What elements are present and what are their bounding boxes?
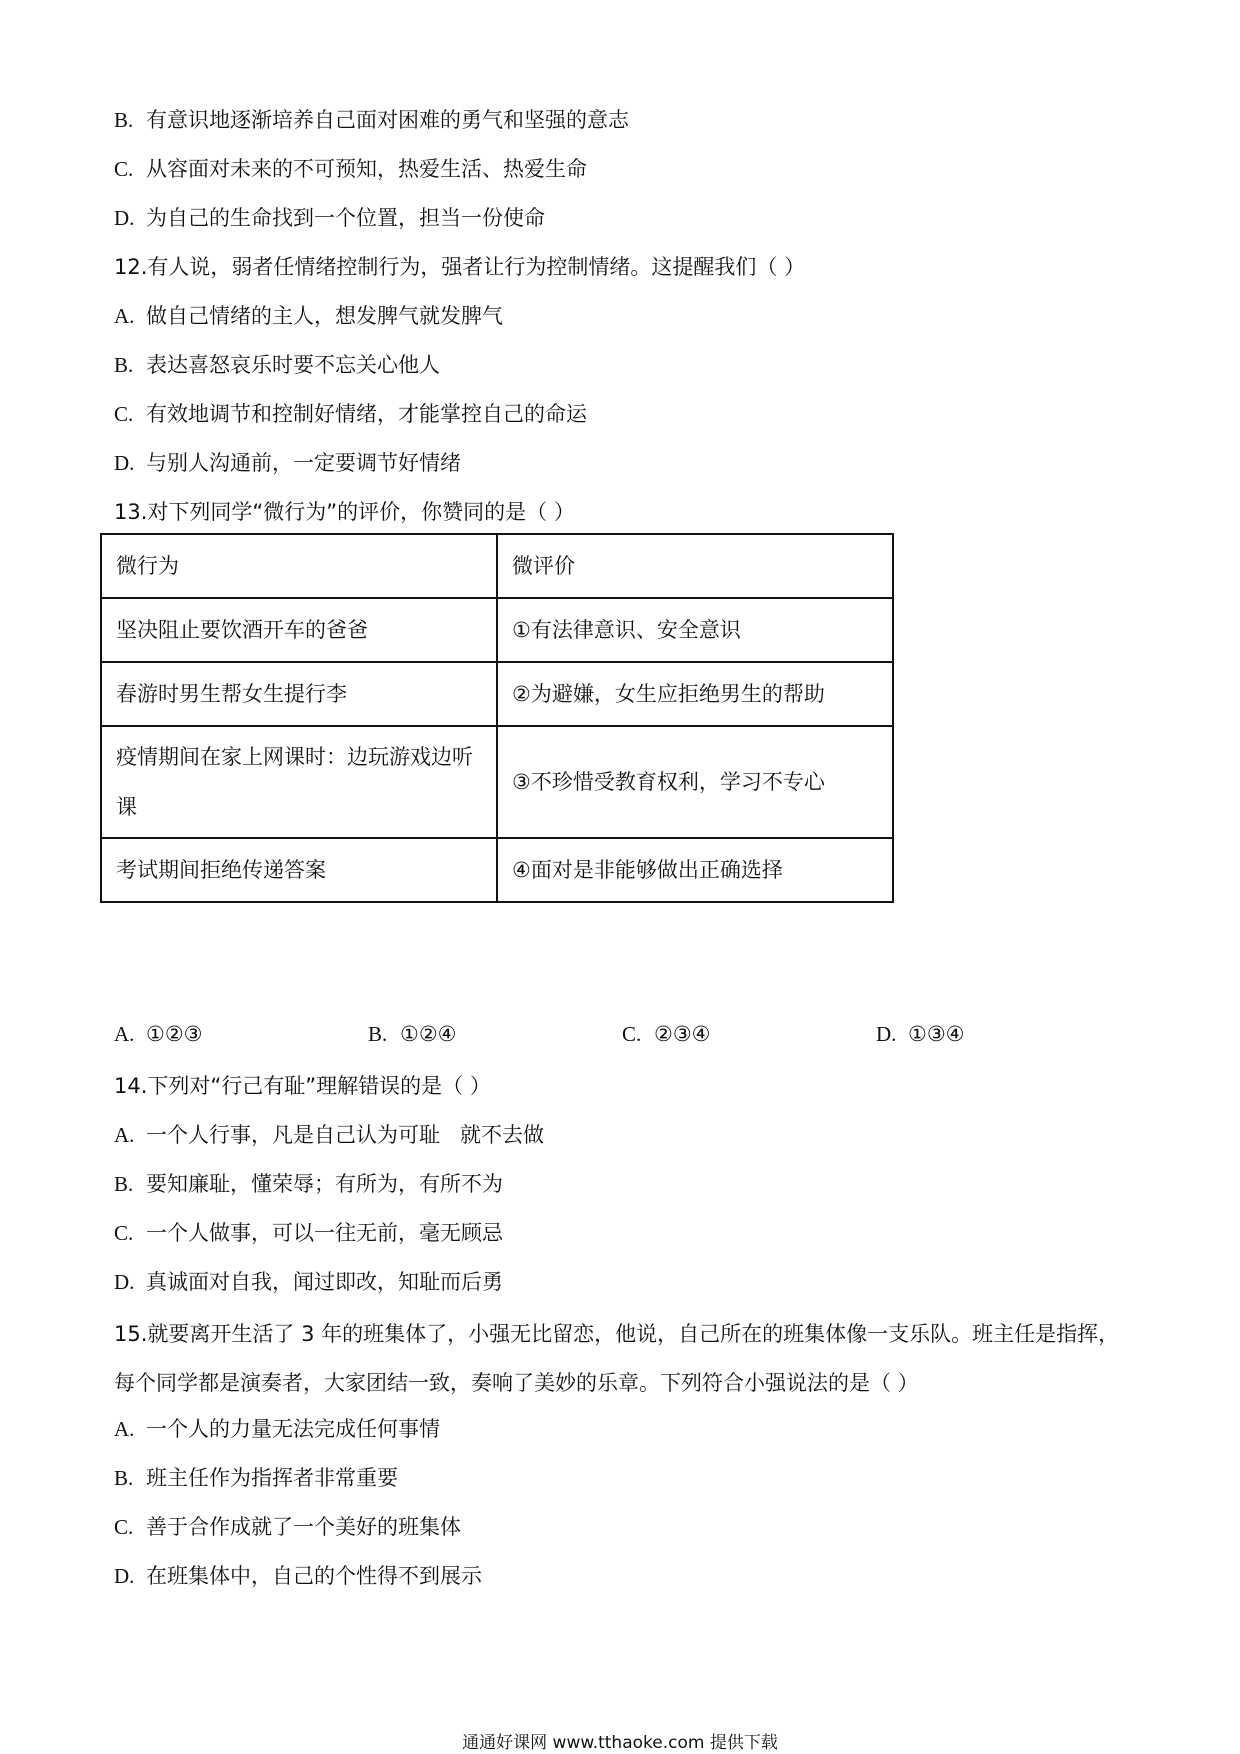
q13-stem: 13.对下列同学“微行为”的评价，你赞同的是（ ） xyxy=(114,500,575,524)
table-cell: ④面对是非能够做出正确选择 xyxy=(497,838,893,902)
option-text: ②③④ xyxy=(654,1022,711,1046)
table-cell: 考试期间拒绝传递答案 xyxy=(101,838,497,902)
option-letter: B. xyxy=(368,1022,388,1046)
q12-option-c xyxy=(114,399,587,429)
table-cell: 坚决阻止要饮酒开车的爸爸 xyxy=(101,598,497,662)
table-header-cell: 微行为 xyxy=(101,534,497,598)
option-text: 有意识地逐渐培养自己面对困难的勇气和坚强的意志 xyxy=(146,108,629,132)
choice-c xyxy=(622,1022,710,1047)
option-letter: C. xyxy=(622,1022,642,1046)
q15-stem: 15.就要离开生活了 3 年的班集体了，小强无比留恋，他说，自己所在的班集体像一支乐队。班主任是指挥，每个同学都是演奏者，大家团结一致，奏响了美妙的乐章。下列符合小强说法的是（ ） xyxy=(114,1322,1120,1395)
q12-option-d xyxy=(114,448,461,478)
option-text: ①②④ xyxy=(400,1022,457,1046)
option-letter: C. xyxy=(114,157,134,181)
option-letter: D. xyxy=(114,206,135,230)
q15-option-b xyxy=(114,1463,398,1493)
table-row xyxy=(101,726,893,838)
option-text: ①③④ xyxy=(908,1022,965,1046)
option-text: 一个人行事，凡是自己认为可耻 就不去做 xyxy=(146,1123,545,1147)
option-letter: C. xyxy=(114,1221,134,1245)
option-text: 表达喜怒哀乐时要不忘关心他人 xyxy=(146,353,440,377)
table-row xyxy=(101,598,893,662)
option-text: 与别人沟通前，一定要调节好情绪 xyxy=(146,451,461,475)
option-text: 一个人的力量无法完成任何事情 xyxy=(146,1417,440,1441)
table-cell: ②为避嫌，女生应拒绝男生的帮助 xyxy=(497,662,893,726)
option-letter: A. xyxy=(114,1022,135,1046)
option-letter: A. xyxy=(114,304,135,328)
option-letter: C. xyxy=(114,1515,134,1539)
option-text: ①②③ xyxy=(146,1022,203,1046)
q15-option-c xyxy=(114,1512,461,1542)
micro-behavior-table xyxy=(100,533,894,903)
table-header-row xyxy=(101,534,893,598)
q11-option-c xyxy=(114,154,587,184)
option-letter: A. xyxy=(114,1123,135,1147)
table-row xyxy=(101,662,893,726)
option-letter: D. xyxy=(876,1022,897,1046)
q15-option-d xyxy=(114,1561,482,1591)
option-letter: B. xyxy=(114,108,134,132)
q12-stem: 12.有人说，弱者任情绪控制行为，强者让行为控制情绪。这提醒我们（ ） xyxy=(114,255,806,279)
q14-option-c xyxy=(114,1218,503,1248)
table-cell: 疫情期间在家上网课时：边玩游戏边听课 xyxy=(101,726,497,838)
option-text: 有效地调节和控制好情绪，才能掌控自己的命运 xyxy=(146,402,587,426)
option-letter: B. xyxy=(114,1466,134,1490)
table-cell: ①有法律意识、安全意识 xyxy=(497,598,893,662)
q14-option-a xyxy=(114,1120,544,1150)
option-text: 真诚面对自我，闻过即改，知耻而后勇 xyxy=(146,1270,503,1294)
option-text: 为自己的生命找到一个位置，担当一份使命 xyxy=(146,206,545,230)
q12-option-b xyxy=(114,350,440,380)
option-letter: D. xyxy=(114,1564,135,1588)
option-text: 在班集体中，自己的个性得不到展示 xyxy=(146,1564,482,1588)
option-letter: B. xyxy=(114,1172,134,1196)
q11-option-b xyxy=(114,105,629,135)
q15-option-a xyxy=(114,1414,440,1444)
option-text: 要知廉耻，懂荣辱；有所为，有所不为 xyxy=(146,1172,503,1196)
option-text: 一个人做事，可以一往无前，毫无顾忌 xyxy=(146,1221,503,1245)
q14-option-b xyxy=(114,1169,503,1199)
page-footer: 通通好课网 www.tthaoke.com 提供下载 xyxy=(462,1733,778,1753)
choice-d xyxy=(876,1022,964,1047)
table-cell: 春游时男生帮女生提行李 xyxy=(101,662,497,726)
option-letter: C. xyxy=(114,402,134,426)
option-letter: A. xyxy=(114,1417,135,1441)
q11-option-d xyxy=(114,203,545,233)
q14-option-d xyxy=(114,1267,503,1297)
option-letter: B. xyxy=(114,353,134,377)
option-letter: D. xyxy=(114,1270,135,1294)
choice-a xyxy=(114,1022,202,1047)
q12-option-a xyxy=(114,301,503,331)
table-cell: ③不珍惜受教育权利，学习不专心 xyxy=(497,726,893,838)
option-text: 做自己情绪的主人，想发脾气就发脾气 xyxy=(146,304,503,328)
option-text: 善于合作成就了一个美好的班集体 xyxy=(146,1515,461,1539)
option-text: 班主任作为指挥者非常重要 xyxy=(146,1466,398,1490)
option-text: 从容面对未来的不可预知，热爱生活、热爱生命 xyxy=(146,157,587,181)
q14-stem: 14.下列对“行己有耻”理解错误的是（ ） xyxy=(114,1074,491,1098)
option-letter: D. xyxy=(114,451,135,475)
table-header-cell: 微评价 xyxy=(497,534,893,598)
table-row xyxy=(101,838,893,902)
choice-b xyxy=(368,1022,456,1047)
q13-choices xyxy=(114,1022,1014,1052)
